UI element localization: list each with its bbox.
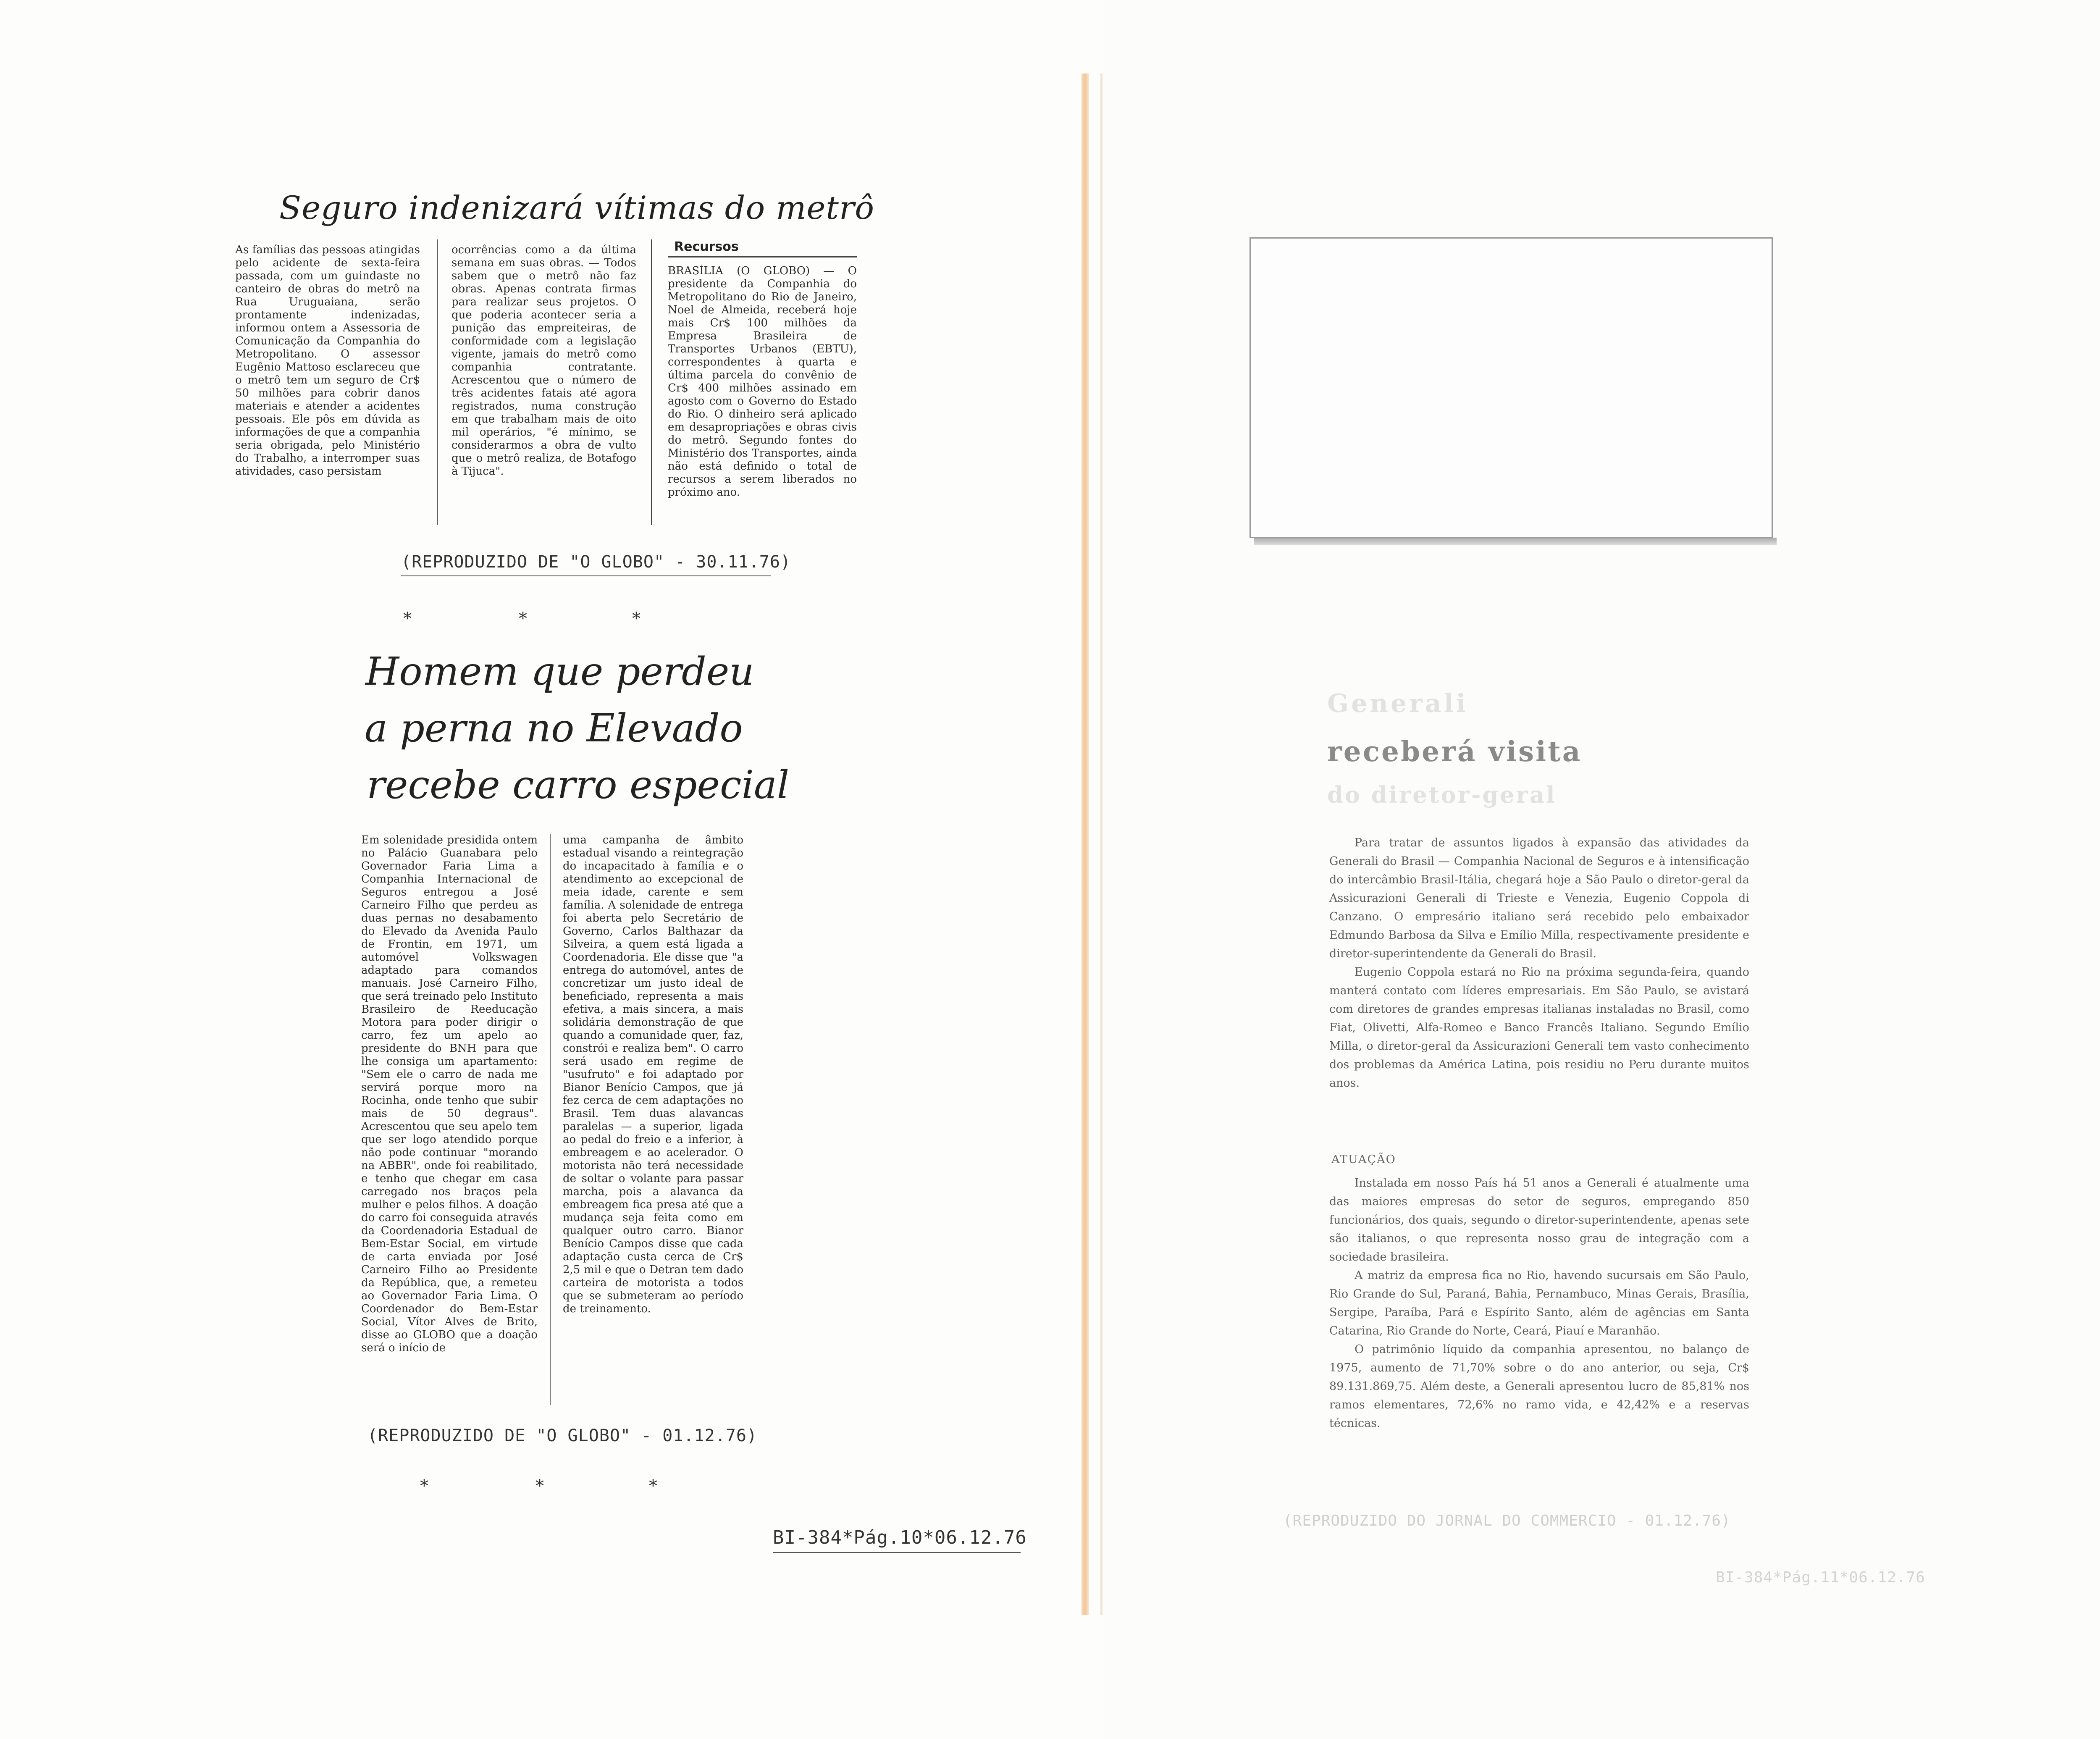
right-paragraph: A matriz da empresa fica no Rio, havendo sucursais em São Paulo, Rio Grande do Sul, Paraná, Bahia, Pernambuco, Minas Gerais, Brasília, Sergipe, Paraíba, Pará e Espírito Santo, além de agências em Santa Catarina, Rio Grande do Norte, Ceará, Piauí e Maranhão. — [1329, 1269, 1749, 1337]
page-fold — [1082, 74, 1089, 1615]
right-article-body-2 — [1329, 1174, 1749, 1451]
article1-subhead: Recursos — [674, 239, 739, 254]
page-reference-underline — [773, 1552, 1021, 1553]
right-paragraph: Eugenio Coppola estará no Rio na próxima segunda-feira, quando manterá contato com líderes empresariais. Em São Paulo, se avistará com diretores de grandes empresas italianas instaladas no Brasil, como Fiat, Olivetti, Alfa-Romeo e Banco Francês Italiano. Segundo Emílio Milla, o diretor-geral da Assicurazioni Generali tem vasto conhecimento dos problemas da América Latina, pois residiu no Peru durante muitos anos. — [1329, 966, 1749, 1090]
column-rule — [651, 239, 652, 525]
star: * — [519, 609, 527, 628]
article1-column-1 — [235, 244, 420, 538]
article2-column-2 — [563, 834, 743, 1405]
article2-headline-line-2: a perna no Elevado — [365, 706, 743, 751]
article1-column-1-text: As famílias das pessoas atingidas pelo acidente de sexta-feira passada, com um guindaste no canteiro de obras do metrô na Rua Uruguaiana, serão prontamente indenizadas, informou ontem a Assessoria de Comunicação da Companhia do Metropolitano. O assessor Eugênio Mattoso esclareceu que o metrô tem um seguro de Cr$ 50 milhões para cobrir danos materiais e atender a acidentes pessoais. Ele pôs em dúvida as informações de que a companhia seria obrigada, pelo Ministério do Trabalho, a interromper suas atividades, caso persistam — [235, 244, 420, 478]
right-paragraph: O patrimônio líquido da companhia apresentou, no balanço de 1975, aumento de 71,70% sobre o do ano anterior, ou seja, Cr$ 89.131.869,75. Além deste, a Generali apresentou lucro de 85,81% nos ramos elementares, 72,6% no ramo vida, e 42,42% e a reservas técnicas. — [1329, 1343, 1749, 1430]
right-headline-line-3: do diretor-geral — [1327, 781, 1557, 808]
article2-column-2-text: uma campanha de âmbito estadual visando a reintegração do incapacitado à família e o atendimento ao excepcional de meia idade, carente e sem família. A solenidade de entrega foi aberta pelo Secretário de Governo, Carlos Balthazar da Silveira, a quem está ligada a Coordenadoria. Ele disse que "a entrega do automóvel, antes de concretizar um justo ideal de beneficiado, representa a mais efetiva, a mais sincera, a mais solidária demonstração de que quando a comunidade quer, faz, constrói e realiza bem". O carro será usado em regime de "usufruto" e foi adaptado por Bianor Benício Campos, que já fez cerca de cem adaptações no Brasil. Tem duas alavancas paralelas — a superior, ligada ao pedal do freio e a inferior, à embreagem e ao acelerador. O motorista não terá necessidade de soltar o volante para passar marcha, pois a alavanca da embreagem fica presa até que a mudança seja feita como em qualquer outro carro. Bianor Benício Campos disse que cada adaptação custa cerca de Cr$ 2,5 mil e que o Detran tem dado carteira de motorista a todos que se submeteram ao período de treinamento. — [563, 834, 743, 1315]
right-source-credit: (REPRODUZIDO DO JORNAL DO COMMERCIO - 01.12.76) — [1283, 1512, 1731, 1529]
right-paragraph: Instalada em nosso País há 51 anos a Generali é atualmente uma das maiores empresas do setor de seguros, empregando 850 funcionários, dos quais, segundo o diretor-superintendente, apenas sete são italianos, o que representa nosso grau de integração com a sociedade brasileira. — [1329, 1177, 1749, 1264]
star: * — [420, 1476, 428, 1496]
article1-column-2 — [452, 244, 636, 538]
article1-column-2-text: ocorrências como a da última semana em suas obras. — Todos sabem que o metrô não faz obras. Apenas contrata firmas para realizar seus projetos. O que poderia acontecer seria a punição das empreiteiras, de conformidade com a legislação vigente, jamais do metrô como companhia contratante. Acrescentou que o número de três acidentes fatais até agora registrados, numa construção em que trabalham mais de oito mil operários, "é mínimo, se considerarmos a obra de vulto que o metrô realiza, de Botafogo à Tijuca". — [452, 244, 636, 478]
column-rule — [437, 239, 438, 525]
star: * — [403, 609, 412, 628]
column-rule — [550, 834, 551, 1405]
article1-column-3 — [668, 265, 857, 533]
blank-clipping-frame — [1250, 237, 1773, 538]
right-article-body-1 — [1329, 834, 1749, 1153]
clipping-frame-shadow — [1254, 538, 1777, 545]
article2-headline-line-1: Homem que perdeu — [365, 649, 754, 694]
article2-source-credit: (REPRODUZIDO DE "O GLOBO" - 01.12.76) — [368, 1426, 758, 1445]
article1-column-3-text: BRASÍLIA (O GLOBO) — O presidente da Companhia do Metropolitano do Rio de Janeiro, Noel de Almeida, receberá hoje mais Cr$ 100 milhões da Empresa Brasileira de Transportes Urbanos (EBTU), correspondentes à quarta e última parcela do convênio de Cr$ 400 milhões assinado em agosto com o Governo do Estado do Rio. O dinheiro será aplicado em desapropriações e obras civis do metrô. Segundo fontes do Ministério dos Transportes, ainda não está definido o total de recursos a serem liberados no próximo ano. — [668, 265, 857, 499]
star: * — [632, 609, 640, 628]
right-headline-line-2: receberá visita — [1327, 735, 1582, 768]
star: * — [536, 1476, 544, 1496]
article2-headline-line-3: recebe carro especial — [367, 762, 790, 807]
right-subhead: ATUAÇÃO — [1331, 1153, 1396, 1166]
right-headline-line-1: Generali — [1327, 689, 1468, 718]
subhead-underline — [668, 256, 857, 257]
right-paragraph: Para tratar de assuntos ligados à expansão das atividades da Generali do Brasil — Companhia Nacional de Seguros e à intensificação do intercâmbio Brasil-Itália, chegará hoje a São Paulo o diretor-geral da Assicurazioni Generali di Trieste e Venezia, Eugenio Coppola di Canzano. O empresário italiano será recebido pelo embaixador Edmundo Barbosa da Silva e Emílio Milla, respectivamente presidente e diretor-superintendente da Generali do Brasil. — [1329, 836, 1749, 960]
star: * — [649, 1476, 657, 1496]
article1-source-credit: (REPRODUZIDO DE "O GLOBO" - 30.11.76) — [401, 552, 791, 572]
article2-column-1 — [361, 834, 538, 1405]
page-fold-shadow — [1100, 74, 1102, 1615]
article1-headline: Seguro indenizará vítimas do metrô — [279, 189, 875, 226]
article2-column-1-text: Em solenidade presidida ontem no Palácio Guanabara pelo Governador Faria Lima a Companhia Internacional de Seguros entregou a José Carneiro Filho que perdeu as duas pernas no desabamento do Elevado da Avenida Paulo de Frontin, em 1971, um automóvel Volkswagen adaptado para comandos manuais. José Carneiro Filho, que será treinado pelo Instituto Brasileiro de Reeducação Motora para poder dirigir o carro, fez um apelo ao presidente do BNH para que lhe consiga um apartamento: "Sem ele o carro de nada me servirá porque moro na Rocinha, onde tenho que subir mais de 50 degraus". Acrescentou que seu apelo tem que ser logo atendido porque não pode continuar "morando na ABBR", onde foi reabilitado, e tenho que chegar em casa carregado nos braços pela mulher e pelos filhos. A doação do carro foi conseguida através da Coordenadoria Estadual de Bem-Estar Social, em virtude de carta enviada por José Carneiro Filho ao Presidente da República, que, a remeteu ao Governador Faria Lima. O Coordenador do Bem-Estar Social, Vítor Alves de Brito, disse ao GLOBO que a doação será o início de — [361, 834, 538, 1354]
credit-underline — [401, 575, 771, 576]
page-reference-left: BI-384*Pág.10*06.12.76 — [773, 1527, 1027, 1548]
page-reference-right: BI-384*Pág.11*06.12.76 — [1716, 1569, 1925, 1586]
